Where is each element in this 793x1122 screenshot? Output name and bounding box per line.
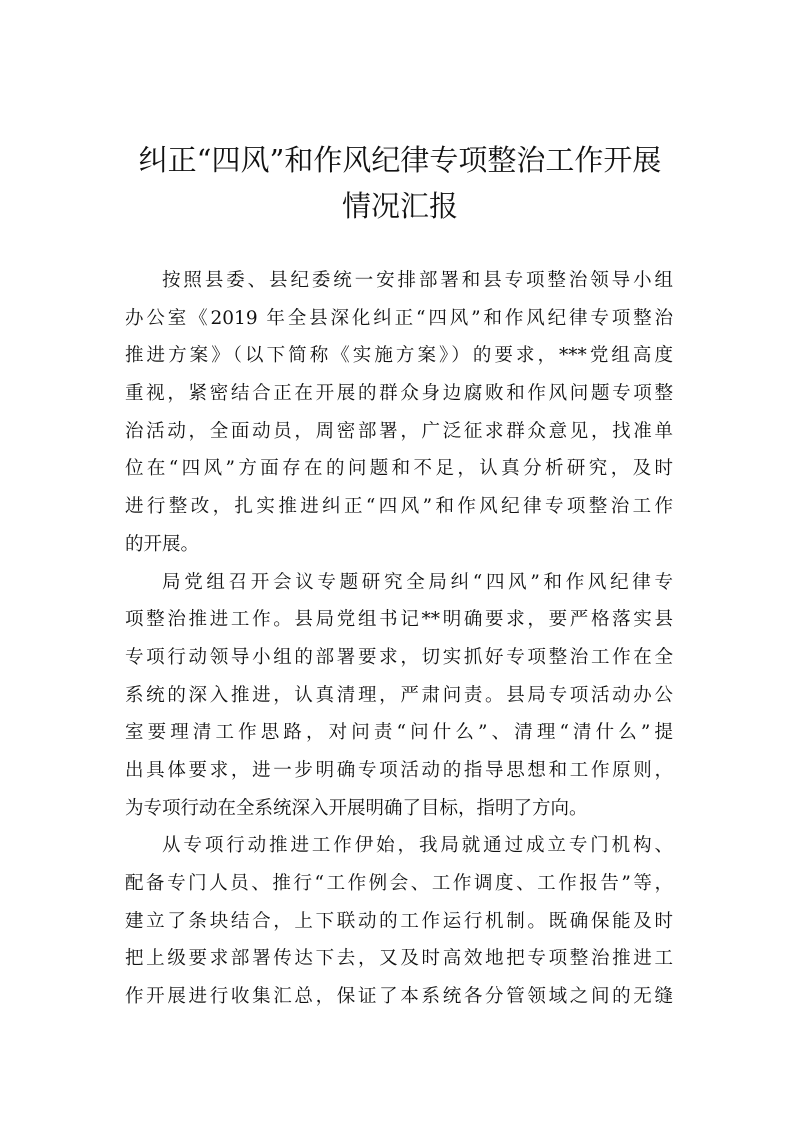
body-line: 专项行动领导小组的部署要求，切实抓好专项整治工作在全 bbox=[125, 646, 673, 668]
body-line: 出具体要求，进一步明确专项活动的指导思想和工作原则， bbox=[125, 759, 673, 781]
body-line: 治活动，全面动员，周密部署，广泛征求群众意见，找准单 bbox=[125, 420, 673, 442]
body-line: 从专项行动推进工作伊始，我局就通过成立专门机构、 bbox=[162, 835, 673, 857]
body-line: 作开展进行收集汇总，保证了本系统各分管领域之间的无缝 bbox=[125, 986, 673, 1008]
body-line: 项整治推进工作。县局党组书记**明确要求，要严格落实县 bbox=[125, 609, 673, 631]
document-body bbox=[125, 262, 673, 1016]
body-line: 系统的深入推进，认真清理，严肃问责。县局专项活动办公 bbox=[125, 684, 673, 706]
body-line: 的开展。 bbox=[125, 533, 200, 555]
body-line: 室要理清工作思路，对问责“问什么”、清理“清什么”提 bbox=[125, 722, 673, 744]
body-line: 为专项行动在全系统深入开展明确了目标，指明了方向。 bbox=[125, 797, 588, 819]
title-line-1: 纠正“四风”和作风纪律专项整治工作开展 bbox=[138, 143, 662, 177]
body-line: 配备专门人员、推行“工作例会、工作调度、工作报告”等， bbox=[125, 873, 673, 894]
body-line: 按照县委、县纪委统一安排部署和县专项整治领导小组 bbox=[162, 270, 673, 291]
body-line: 位在“四风”方面存在的问题和不足，认真分析研究，及时 bbox=[125, 458, 673, 480]
title-line-2: 情况汇报 bbox=[341, 189, 458, 223]
body-line: 重视，紧密结合正在开展的群众身边腐败和作风问题专项整 bbox=[125, 383, 673, 405]
body-line: 建立了条块结合，上下联动的工作运行机制。既确保能及时 bbox=[125, 910, 673, 932]
document-title bbox=[100, 137, 700, 229]
body-line: 局党组召开会议专题研究全局纠“四风”和作风纪律专 bbox=[162, 571, 673, 593]
body-line: 把上级要求部署传达下去，又及时高效地把专项整治推进工 bbox=[125, 948, 673, 970]
body-line: 推进方案》（以下简称《实施方案》）的要求，***党组高度 bbox=[125, 345, 673, 367]
body-line: 办公室《2019 年全县深化纠正“四风”和作风纪律专项整治 bbox=[125, 307, 673, 329]
body-line: 进行整改，扎实推进纠正“四风”和作风纪律专项整治工作 bbox=[125, 496, 673, 518]
